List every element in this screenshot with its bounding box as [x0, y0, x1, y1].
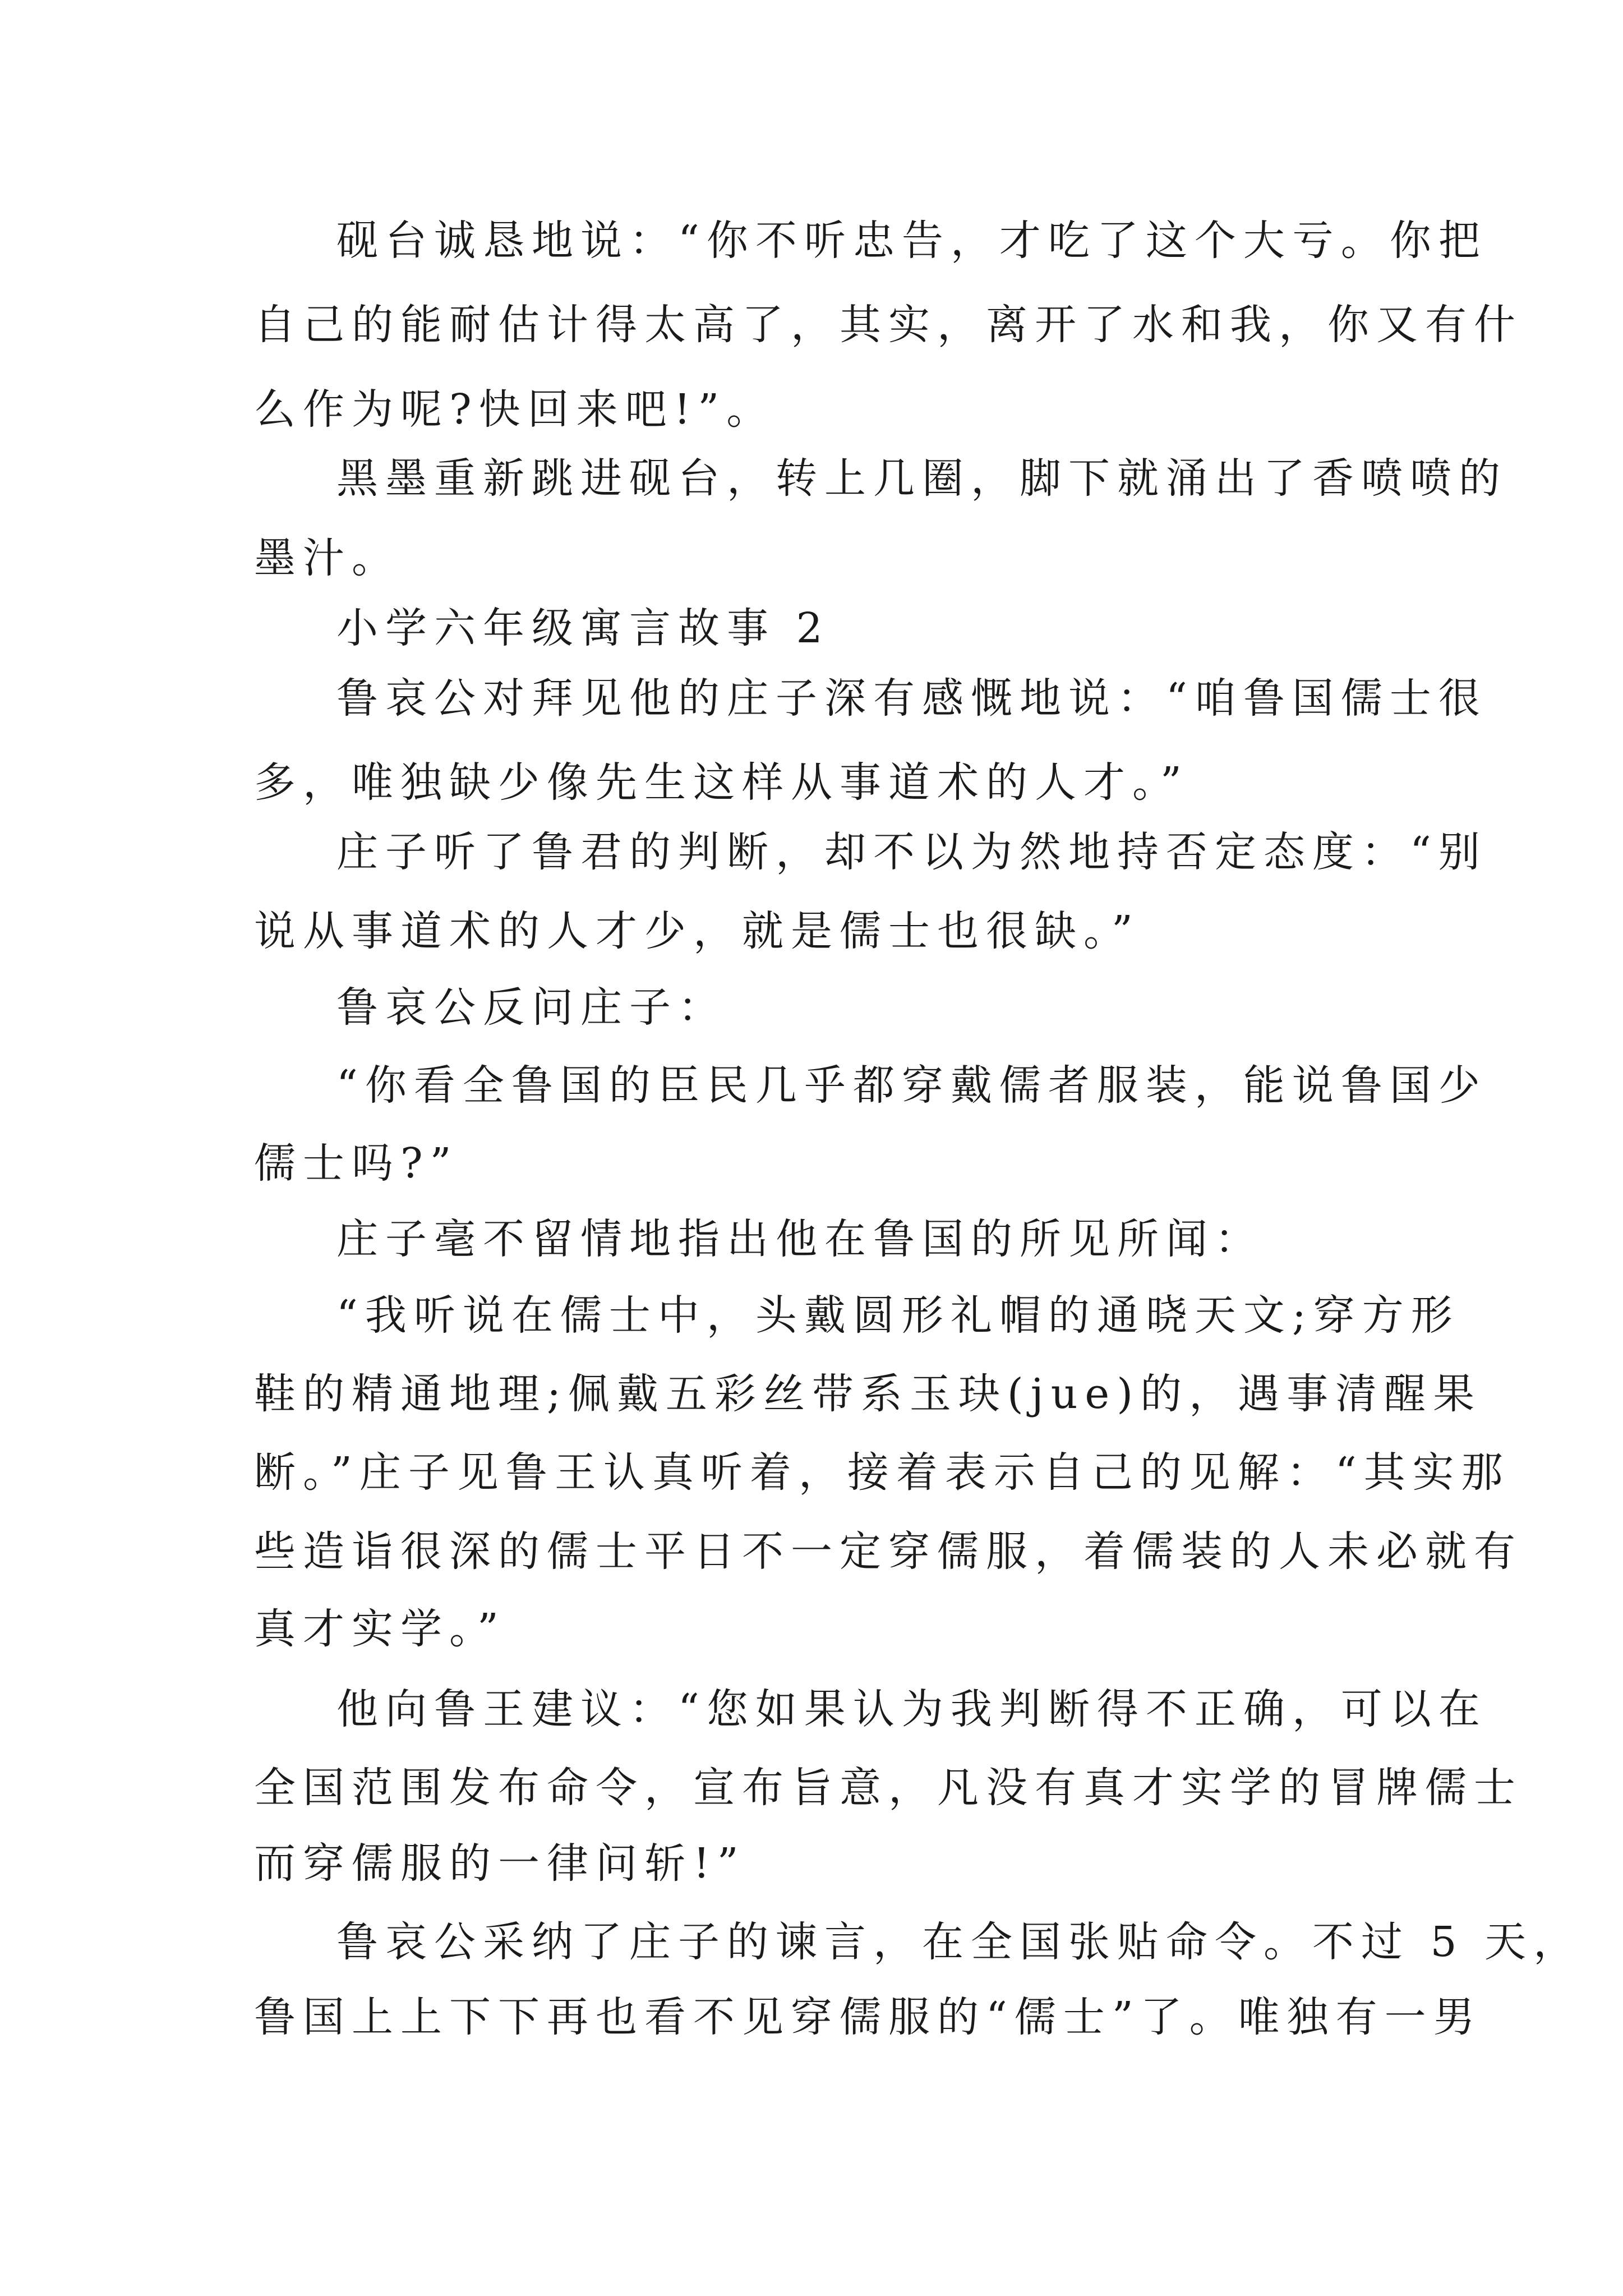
- text-line: 儒士吗?”: [254, 1139, 459, 1188]
- text-line: 断。”庄子见鲁王认真听着，接着表示自己的见解：“其实那: [254, 1448, 1510, 1497]
- text-line: 他向鲁王建议：“您如果认为我判断得不正确，可以在: [336, 1685, 1487, 1733]
- text-line: 砚台诚恳地说：“你不听忠告，才吃了这个大亏。你把: [336, 217, 1487, 265]
- text-line: “我听说在儒士中，头戴圆形礼帽的通晓天文;穿方形: [336, 1291, 1460, 1340]
- text-line: 庄子毫不留情地指出他在鲁国的所见所闻：: [336, 1215, 1264, 1263]
- text-line: 多，唯独缺少像先生这样从事道术的人才。”: [254, 758, 1189, 807]
- text-line: 鞋的精通地理;佩戴五彩丝带系玉玦(jue)的，遇事清醒果: [254, 1370, 1482, 1418]
- text-line: 全国范围发布命令，宣布旨意，凡没有真才实学的冒牌儒士: [254, 1764, 1523, 1812]
- text-line: 自己的能耐估计得太高了，其实，离开了水和我，你又有什: [254, 301, 1523, 349]
- text-line: 真才实学。”: [254, 1605, 506, 1653]
- text-line: 墨汁。: [254, 534, 400, 582]
- text-line: 些造诣很深的儒士平日不一定穿儒服，着儒装的人未必就有: [254, 1527, 1523, 1576]
- text-line: 么作为呢?快回来吧!”。: [254, 385, 776, 434]
- text-line: 庄子听了鲁君的判断，却不以为然地持否定态度：“别: [336, 828, 1487, 876]
- text-line: 鲁哀公对拜见他的庄子深有感慨地说：“咱鲁国儒士很: [336, 674, 1487, 723]
- text-line: 而穿儒服的一律问斩!”: [254, 1839, 746, 1888]
- text-line: 鲁哀公采纳了庄子的谏言，在全国张贴命令。不过 5 天，: [336, 1918, 1583, 1966]
- text-line: 鲁哀公反问庄子：: [336, 983, 727, 1032]
- section-heading: 小学六年级寓言故事 2: [336, 604, 830, 652]
- text-line: 鲁国上上下下再也看不见穿儒服的“儒士”了。唯独有一男: [254, 1993, 1482, 2041]
- text-line: 说从事道术的人才少，就是儒士也很缺。”: [254, 907, 1140, 955]
- text-line: 黑墨重新跳进砚台，转上几圈，脚下就涌出了香喷喷的: [336, 454, 1507, 503]
- text-line: “你看全鲁国的臣民几乎都穿戴儒者服装，能说鲁国少: [336, 1061, 1487, 1110]
